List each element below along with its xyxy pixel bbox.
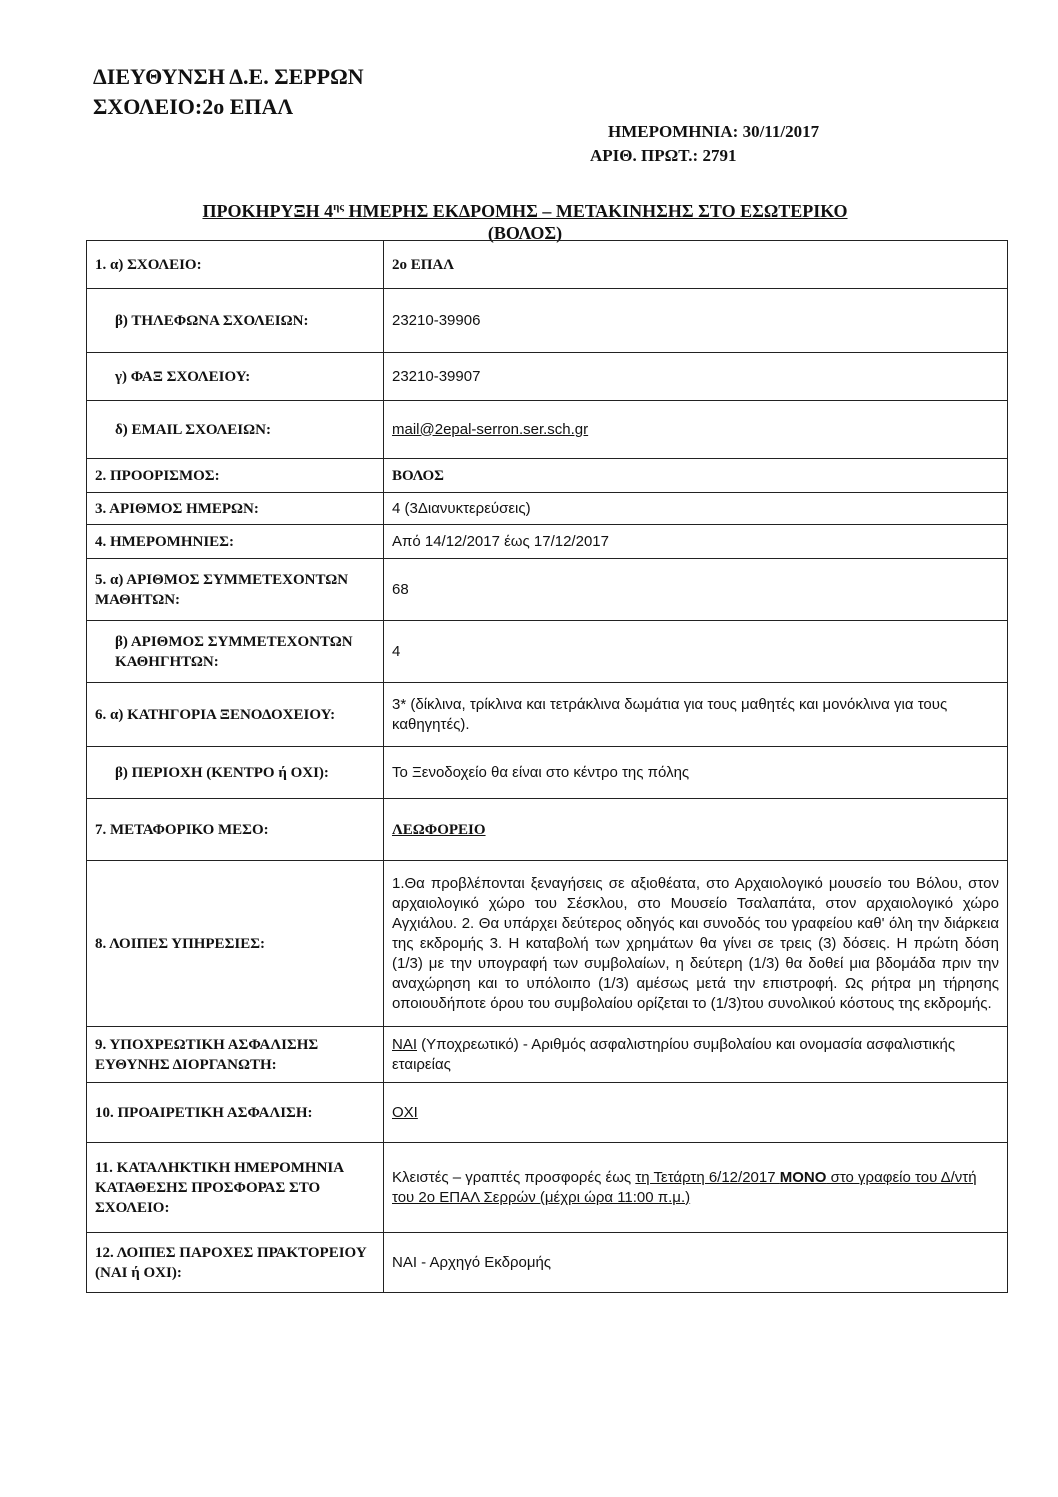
title-destination: (ΒΟΛΟΣ) (487, 223, 563, 243)
row-label: 4. ΗΜΕΡΟΜΗΝΙΕΣ: (87, 525, 384, 559)
row-value: Από 14/12/2017 έως 17/12/2017 (384, 525, 1008, 559)
row-label: 10. ΠΡΟΑΙΡΕΤΙΚΗ ΑΣΦΑΛΙΣΗ: (87, 1083, 384, 1143)
table-row (87, 353, 1008, 401)
deadline-date: τη Τετάρτη 6/12/2017 (635, 1168, 780, 1186)
deadline-only: ΜΟΝΟ (779, 1168, 827, 1186)
directorate-name: ΔΙΕΥΘΥΝΣΗ Δ.Ε. ΣΕΡΡΩΝ (93, 64, 364, 89)
row-label: 12. ΛΟΙΠΕΣ ΠΑΡΟΧΕΣ ΠΡΑΚΤΟΡΕΙΟΥ (ΝΑΙ ή ΟΧΙ): (87, 1233, 384, 1293)
optional-insurance-value: ΟΧΙ (392, 1103, 418, 1121)
table-row (87, 493, 1008, 525)
school-name: ΣΧΟΛΕΙΟ:2ο ΕΠΑΛ (93, 94, 294, 119)
table-row (87, 683, 1008, 747)
row-label: 6. α) ΚΑΤΗΓΟΡΙΑ ΞΕΝΟΔΟΧΕΙΟΥ: (87, 683, 384, 747)
document-date: ΗΜΕΡΟΜΗΝΙΑ: 30/11/2017 (608, 122, 820, 141)
row-value: 4 (384, 621, 1008, 683)
row-value: ΒΟΛΟΣ (384, 459, 1008, 493)
row-value: ΝΑΙ - Αρχηγό Εκδρομής (384, 1233, 1008, 1293)
table-row (87, 459, 1008, 493)
title-prefix: ΠΡΟΚΗΡΥΞΗ 4 (202, 201, 334, 221)
protocol-number: ΑΡΙΘ. ΠΡΩΤ.: 2791 (590, 146, 737, 165)
table-row (87, 621, 1008, 683)
table-row (87, 861, 1008, 1027)
table-row (87, 241, 1008, 289)
row-label: 1. α) ΣΧΟΛΕΙΟ: (87, 241, 384, 289)
row-value (384, 401, 1008, 459)
document-title (110, 196, 940, 244)
deadline-text-a: Κλειστές – γραπτές προσφορές έως (392, 1168, 636, 1186)
transport-value: ΛΕΩΦΟΡΕΙΟ (392, 821, 486, 838)
table-row (87, 747, 1008, 799)
row-label: 5. α) ΑΡΙΘΜΟΣ ΣΥΜΜΕΤΕΧΟΝΤΩΝ ΜΑΘΗΤΩΝ: (87, 559, 384, 621)
row-value: 23210-39907 (384, 353, 1008, 401)
insurance-yes: ΝΑΙ (392, 1035, 418, 1053)
table-row (87, 525, 1008, 559)
row-label: β) ΑΡΙΘΜΟΣ ΣΥΜΜΕΤΕΧΟΝΤΩΝ ΚΑΘΗΓΗΤΩΝ: (87, 621, 384, 683)
table-row (87, 799, 1008, 861)
row-value (384, 1027, 1008, 1083)
table-row (87, 1027, 1008, 1083)
insurance-text: (Υποχρεωτικό) - Αριθμός ασφαλιστηρίου συμβολαίου και ονομασία ασφαλιστικής εταιρείας (392, 1035, 956, 1073)
header-right (590, 120, 819, 168)
table-row (87, 1143, 1008, 1233)
row-label: 3. ΑΡΙΘΜΟΣ ΗΜΕΡΩΝ: (87, 493, 384, 525)
email-link[interactable]: mail@2epal-serron.ser.sch.gr (392, 420, 589, 438)
row-label: β) ΤΗΛΕΦΩΝΑ ΣΧΟΛΕΙΩΝ: (87, 289, 384, 353)
row-label: γ) ΦΑΞ ΣΧΟΛΕΙΟΥ: (87, 353, 384, 401)
row-label: 8. ΛΟΙΠΕΣ ΥΠΗΡΕΣΙΕΣ: (87, 861, 384, 1027)
row-label: β) ΠΕΡΙΟΧΗ (ΚΕΝΤΡΟ ή ΟΧΙ): (87, 747, 384, 799)
row-label: 9. ΥΠΟΧΡΕΩΤΙΚΗ ΑΣΦΑΛΙΣΗΣ ΕΥΘΥΝΗΣ ΔΙΟΡΓΑΝΩΤΗ: (87, 1027, 384, 1083)
row-label: 7. ΜΕΤΑΦΟΡΙΚΟ ΜΕΣΟ: (87, 799, 384, 861)
row-value: 2ο ΕΠΑΛ (384, 241, 1008, 289)
trip-form-table (86, 240, 1008, 1293)
row-value: 1.Θα προβλέπονται ξεναγήσεις σε αξιοθέατα, στο Αρχαιολογικό μουσείο του Βόλου, στον αρχαιολογικό χώρο του Σέσκλου, στο Μουσείο Τσαλαπάτα, στον αρχαιολογικό χώρο Αγχιάλου. 2. Θα υπάρχει δεύτερος οδηγός και συνοδός του γραφείου καθ' όλη την διάρκεια της εκδρομής 3. Η καταβολή των χρημάτων θα γίνει σε τρεις (3) δόσεις. Η πρώτη δόση (1/3) με την υπογραφή των συμβολαίων, η δεύτερη (1/3) θα δοθεί μια βδομάδα πριν την αναχώρηση και το υπόλοιπο (1/3) αμέσως μετά την επιστροφή. Ως ρήτρα μη τήρησης οποιουδήποτε όρου του συμβολαίου ορίζεται το (1/3)του συνολικού κόστους της εκδρομής. (384, 861, 1008, 1027)
row-label: δ) EMAIL ΣΧΟΛΕΙΩΝ: (87, 401, 384, 459)
header-left (93, 62, 364, 122)
table-row (87, 401, 1008, 459)
table-row (87, 289, 1008, 353)
row-value (384, 799, 1008, 861)
row-value (384, 1143, 1008, 1233)
row-value: 3* (δίκλινα, τρίκλινα και τετράκλινα δωμάτια για τους μαθητές και μονόκλινα για τους καθηγητές). (384, 683, 1008, 747)
title-sup: ης (333, 201, 345, 213)
row-value (384, 1083, 1008, 1143)
title-suffix: ΗΜΕΡΗΣ ΕΚΔΡΟΜΗΣ – ΜΕΤΑΚΙΝΗΣΗΣ ΣΤΟ ΕΣΩΤΕΡΙΚΟ (344, 201, 848, 221)
row-value: 4 (3Διανυκτερεύσεις) (384, 493, 1008, 525)
table-row (87, 1083, 1008, 1143)
table-row (87, 1233, 1008, 1293)
row-value: Το Ξενοδοχείο θα είναι στο κέντρο της πόλης (384, 747, 1008, 799)
row-label: 2. ΠΡΟΟΡΙΣΜΟΣ: (87, 459, 384, 493)
table-row (87, 559, 1008, 621)
row-value: 23210-39906 (384, 289, 1008, 353)
row-value: 68 (384, 559, 1008, 621)
deadline-text-d: στο γραφείο του Δ/ντή του 2ο ΕΠΑΛ Σερρών (μέχρι ώρα 11:00 π.μ.) (392, 1168, 977, 1206)
row-label: 11. ΚΑΤΑΛΗΚΤΙΚΗ ΗΜΕΡΟΜΗΝΙΑ ΚΑΤΑΘΕΣΗΣ ΠΡΟΣΦΟΡΑΣ ΣΤΟ ΣΧΟΛΕΙΟ: (87, 1143, 384, 1233)
